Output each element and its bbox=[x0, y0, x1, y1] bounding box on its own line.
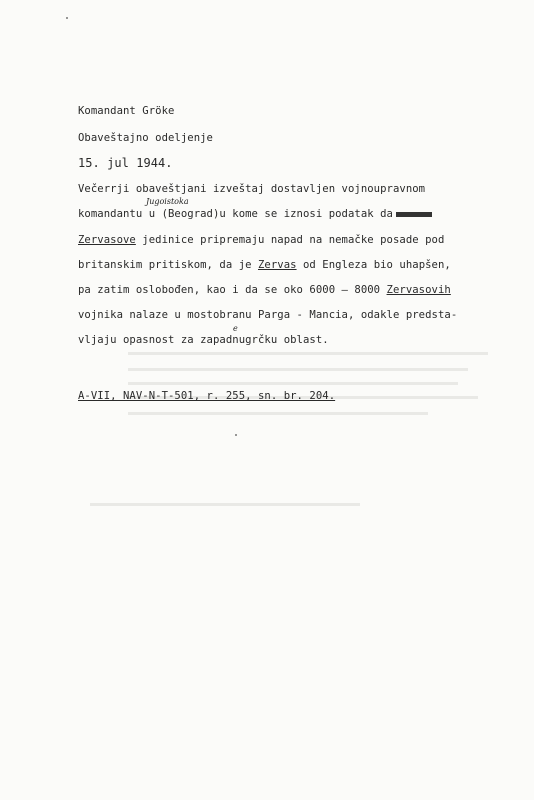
body-line-2-text: komandantu u (Beograd)u kome se iznosi podatak da bbox=[78, 208, 393, 220]
date-line: 15. jul 1944. bbox=[78, 156, 173, 170]
bleed-through-line bbox=[90, 503, 360, 506]
handwritten-correction: e bbox=[233, 324, 238, 333]
body-line-3 bbox=[78, 233, 444, 247]
body-line-3-text: jedinice pripremaju napad na nemačke posade pod bbox=[135, 234, 445, 246]
body-line-1: Večerrji obaveštjani izveštaj dostavljen vojnoupravnom bbox=[78, 183, 426, 195]
underlined-name: Zervasovih bbox=[386, 284, 451, 296]
body-line-4 bbox=[78, 258, 451, 272]
paper-speck bbox=[66, 17, 68, 19]
bleed-through-line bbox=[128, 368, 468, 371]
handwritten-insertion: Jugoistoka bbox=[146, 197, 189, 206]
underlined-name: Zervas bbox=[257, 259, 297, 271]
struck-out-word bbox=[396, 212, 432, 217]
department-line: Obaveštajno odeljenje bbox=[78, 132, 213, 144]
body-line-5-text: pa zatim oslobođen, kao i da se oko 6000 — 8000 bbox=[78, 284, 387, 296]
bleed-through-line bbox=[128, 352, 488, 355]
bleed-through-line bbox=[128, 382, 458, 385]
body-line-6: vojnika nalaze u mostobranu Parga - Mancia, odakle predsta- bbox=[78, 309, 458, 321]
sender-line: Komandant Gröke bbox=[78, 105, 175, 117]
paper-speck bbox=[235, 434, 237, 436]
body-line-7: vljaju opasnost za zapadnugrčku oblast. bbox=[78, 334, 329, 346]
body-line-5 bbox=[78, 283, 451, 297]
body-line-4-text-a: britanskim pritiskom, da je bbox=[78, 259, 258, 271]
underlined-name: Zervasove bbox=[78, 234, 136, 246]
archive-reference: A-VII, NAV-N-T-501, r. 255, sn. br. 204. bbox=[78, 390, 336, 402]
body-line-4-text-c: od Engleza bio uhapšen, bbox=[296, 259, 451, 271]
bleed-through-line bbox=[128, 412, 428, 415]
body-line-2 bbox=[78, 207, 432, 221]
